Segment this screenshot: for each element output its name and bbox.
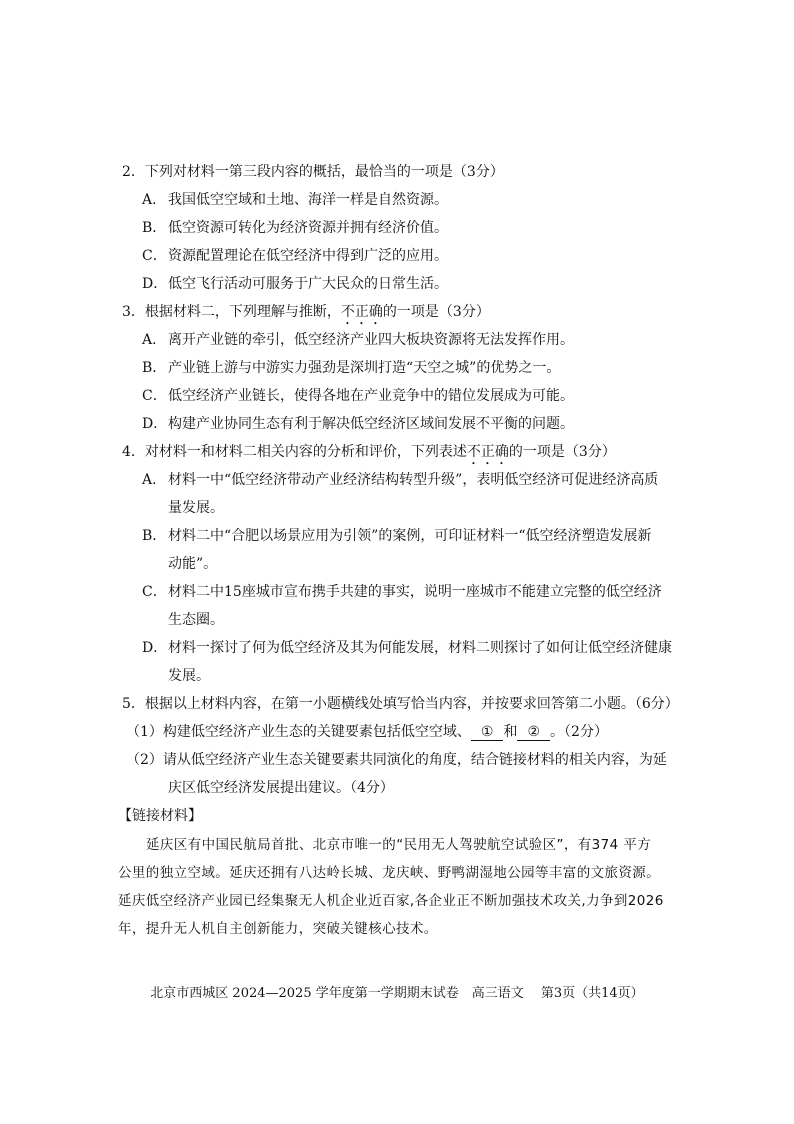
link-material-line: 年，提升无人机自主创新能力，突破关键核心技术。 xyxy=(118,921,438,937)
option-text: 我国低空空域和土地、海洋一样是自然资源。 xyxy=(168,192,448,208)
question-5-sub2-line2: 庆区低空经济发展提出建议。（4分） xyxy=(168,780,394,796)
option-label: C． xyxy=(142,248,167,264)
sub1-text: （1）构建低空经济产业生态的关键要素包括低空空域、 xyxy=(126,724,471,740)
option-label: B． xyxy=(142,220,167,236)
option-label: D． xyxy=(142,640,168,656)
question-4-stem xyxy=(122,441,722,468)
option-text: 低空飞行活动可服务于广大民众的日常生活。 xyxy=(168,276,448,292)
option-text: 低空经济产业链长，使得各地在产业竞争中的错位发展成为可能。 xyxy=(168,388,574,404)
option-text: 低空资源可转化为经济资源并拥有经济价值。 xyxy=(168,220,448,236)
question-5-sub2-line1: （2）请从低空经济产业生态关键要素共同演化的角度，结合链接材料的相关内容，为延 xyxy=(126,752,667,768)
option-text: 离开产业链的牵引，低空经济产业四大板块资源将无法发挥作用。 xyxy=(168,332,574,348)
option-text-line1: 材料二中“合肥以场景应用为引领”的案例，可印证材料一“低空经济塑造发展新 xyxy=(168,528,652,544)
emphasis-not-correct: 不正确 xyxy=(340,304,383,320)
option-label: D． xyxy=(142,276,168,292)
option-label: C． xyxy=(142,584,167,600)
question-2-stem: 2．下列对材料一第三段内容的概括，最恰当的一项是（3分） xyxy=(122,164,504,180)
link-material-line: 公里的独立空域。延庆还拥有八达岭长城、龙庆峡、野鸭湖湿地公园等丰富的文旅资源。 xyxy=(118,865,661,881)
stem-text: 4．对材料一和材料二相关内容的分析和评价，下列表述 xyxy=(122,444,467,460)
link-material-heading: 【链接材料】 xyxy=(118,808,202,824)
option-label: B． xyxy=(142,360,167,376)
option-label: A． xyxy=(142,192,167,208)
question-5-stem: 5．根据以上材料内容，在第一小题横线处填写恰当内容，并按要求回答第二小题。（6分） xyxy=(122,696,679,712)
stem-text: 的一项是（3分） xyxy=(508,444,616,460)
option-text-line1: 材料一探讨了何为低空经济及其为何能发展，材料二则探讨了如何让低空经济健康 xyxy=(168,640,672,656)
question-4-option-c-line2: 生态圈。 xyxy=(168,612,224,628)
sub1-text: 和 xyxy=(503,724,518,740)
option-label: A． xyxy=(142,472,167,488)
stem-text: 的一项是（3分） xyxy=(382,304,490,320)
emphasis-not-correct: 不正确 xyxy=(466,444,509,460)
stem-text: 3．根据材料二，下列理解与推断， xyxy=(122,304,341,320)
option-text: 产业链上游与中游实力强劲是深圳打造“天空之城”的优势之一。 xyxy=(168,360,561,376)
link-material-line: 延庆区有中国民航局首批、北京市唯一的“民用无人驾驶航空试验区”，有374 平方 xyxy=(146,837,652,853)
question-4-option-b-line2: 动能”。 xyxy=(168,556,218,572)
option-label: A． xyxy=(142,332,167,348)
option-label: C． xyxy=(142,388,167,404)
option-label: B． xyxy=(142,528,167,544)
option-text-line1: 材料二中15座城市宣布携手共建的事实，说明一座城市不能建立完整的低空经济 xyxy=(168,584,662,600)
question-5-sub1 xyxy=(126,721,608,741)
question-3-stem xyxy=(122,301,722,328)
question-4-option-d-line2: 发展。 xyxy=(168,668,210,684)
option-label: D． xyxy=(142,416,168,432)
blank-2[interactable]: ② xyxy=(517,724,550,741)
page-footer: 北京市西城区 2024—2025 学年度第一学期期末试卷 高三语文 第3页（共14页） xyxy=(150,986,644,1001)
option-text: 资源配置理论在低空经济中得到广泛的应用。 xyxy=(168,248,448,264)
option-text-line1: 材料一中“低空经济带动产业经济结构转型升级”，表明低空经济可促进经济高质 xyxy=(168,472,659,488)
blank-1[interactable]: ① xyxy=(471,724,504,741)
option-text: 构建产业协同生态有利于解决低空经济区域间发展不平衡的问题。 xyxy=(168,416,574,432)
question-4-option-a-line2: 量发展。 xyxy=(168,500,224,516)
sub1-text: 。（2分） xyxy=(550,724,608,740)
link-material-line: 延庆低空经济产业园已经集聚无人机企业近百家,各企业正不断加强技术攻关,力争到2026 xyxy=(118,893,664,909)
